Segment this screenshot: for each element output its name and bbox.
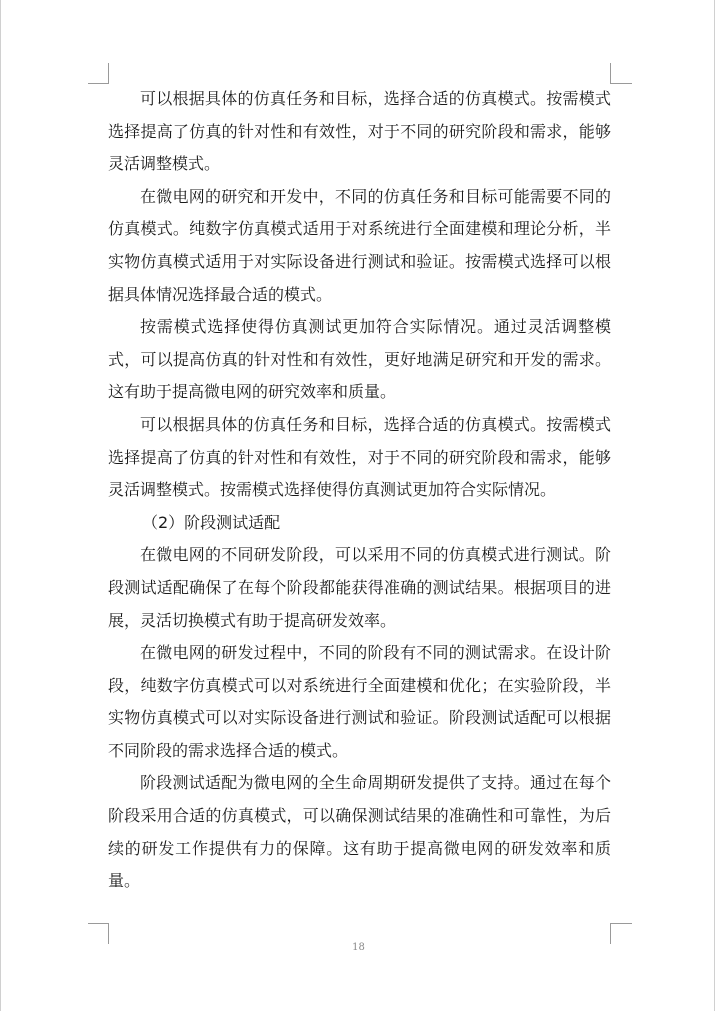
crop-mark-bottom-right-v <box>610 923 611 944</box>
paragraph: 在微电网的不同研发阶段，可以采用不同的仿真模式进行测试。阶段测试适配确保了在每个阶段都能获得准确的测试结果。根据项目的进展，灵活切换模式有助于提高研发效率。 <box>108 545 611 630</box>
crop-mark-bottom-left-v <box>108 923 109 944</box>
document-body <box>108 83 611 898</box>
crop-mark-top-left-h <box>88 83 109 84</box>
paragraph: 阶段测试适配为微电网的全生命周期研发提供了支持。通过在每个阶段采用合适的仿真模式，可以确保测试结果的准确性和可靠性，为后续的研发工作提供有力的保障。这有助于提高微电网的研发效率和质量。 <box>108 773 611 891</box>
paragraph: 按需模式选择使得仿真测试更加符合实际情况。通过灵活调整模式，可以提高仿真的针对性和有效性，更好地满足研究和开发的需求。这有助于提高微电网的研究效率和质量。 <box>108 317 611 402</box>
crop-mark-top-left-v <box>108 63 109 84</box>
paragraph: 在微电网的研究和开发中，不同的仿真任务和目标可能需要不同的仿真模式。纯数字仿真模式适用于对系统进行全面建模和理论分析，半实物仿真模式适用于对实际设备进行测试和验证。按需模式选择可以根据具体情况选择最合适的模式。 <box>108 186 611 304</box>
crop-mark-bottom-right-h <box>611 923 632 924</box>
paragraph: 在微电网的研发过程中，不同的阶段有不同的测试需求。在设计阶段，纯数字仿真模式可以对系统进行全面建模和优化；在实验阶段，半实物仿真模式可以对实际设备进行测试和验证。阶段测试适配可以根据不同阶段的需求选择合适的模式。 <box>108 643 611 760</box>
page-number: 18 <box>352 942 365 953</box>
section-heading: （2）阶段测试适配 <box>142 512 281 532</box>
crop-mark-bottom-left-h <box>88 923 109 924</box>
paragraph: 可以根据具体的仿真任务和目标，选择合适的仿真模式。按需模式选择提高了仿真的针对性和有效性，对于不同的研究阶段和需求，能够灵活调整模式。 <box>108 89 611 174</box>
crop-mark-top-right-v <box>610 63 611 84</box>
paragraph: 可以根据具体的仿真任务和目标，选择合适的仿真模式。按需模式选择提高了仿真的针对性和有效性，对于不同的研究阶段和需求，能够灵活调整模式。按需模式选择使得仿真测试更加符合实际情况。 <box>108 414 611 500</box>
crop-mark-top-right-h <box>611 83 632 84</box>
